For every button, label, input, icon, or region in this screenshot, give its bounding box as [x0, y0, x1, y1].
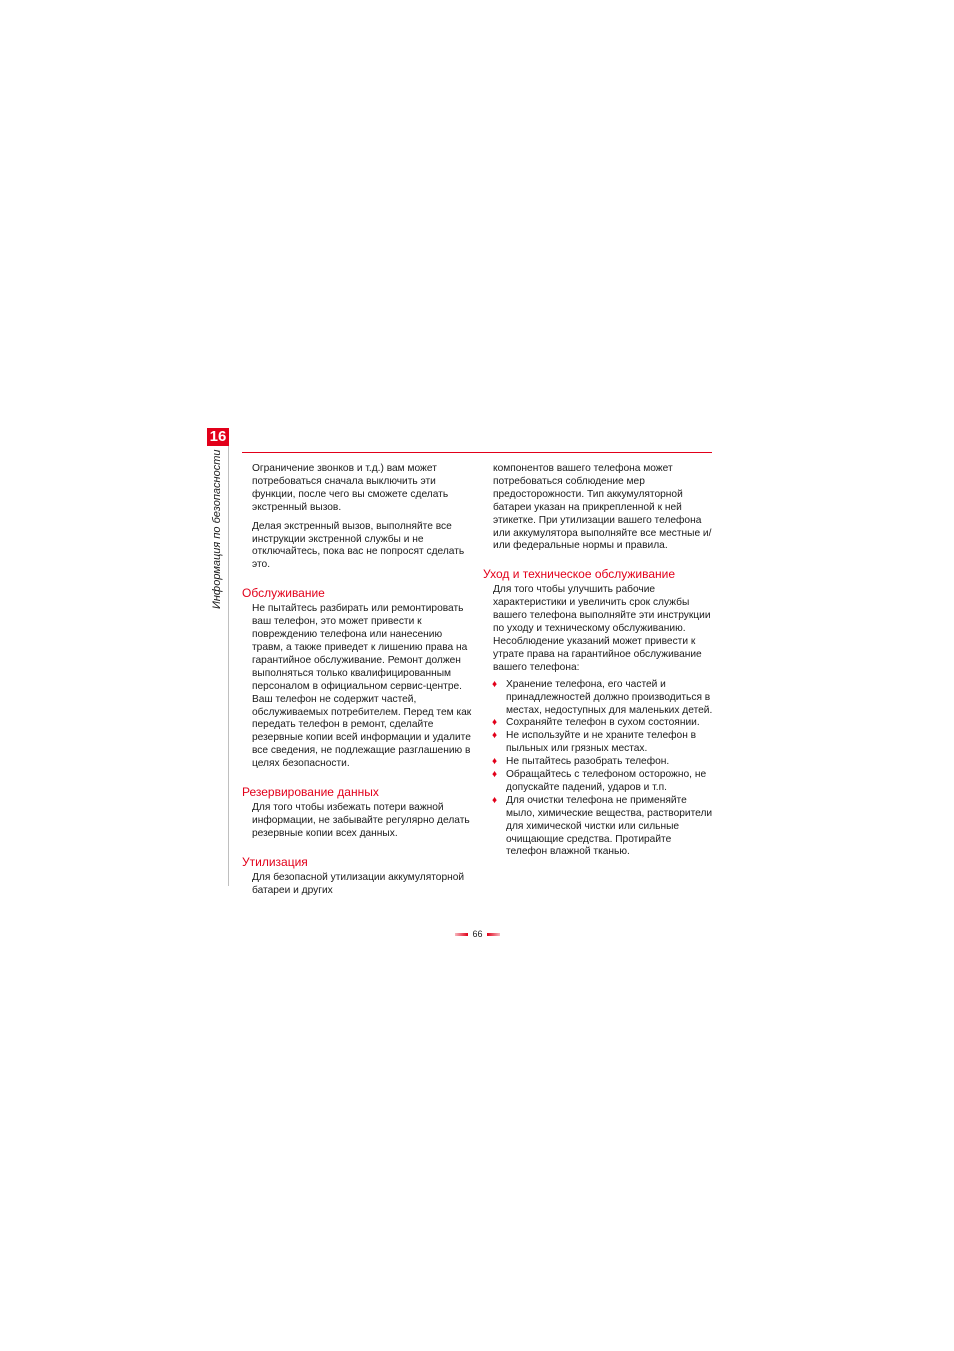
- right-column: [483, 463, 713, 859]
- paragraph: компонентов вашего телефона может потребоваться соблюдение мер предосторожности. Тип аккумуляторной батареи указан на прикрепленной к ней этикетке. При утилизации вашего телефона или аккумулятора выполняйте все местные и/или федеральные нормы и правила.: [493, 463, 712, 552]
- list-item: ♦ Для очистки телефона не применяйте мыло, химические вещества, растворители для химической чистки или сильные очищающие средства. Протирайте телефон влажной тканью.: [492, 794, 713, 858]
- section-text-backup: Для того чтобы избежать потери важной информации, не забывайте регулярно делать резервные копии всех данных.: [252, 802, 470, 839]
- footer-bar-right: [487, 933, 500, 936]
- section-text-disposal: Для безопасной утилизации аккумуляторной батареи и других: [252, 871, 465, 896]
- section-heading-disposal: Утилизация: [242, 854, 308, 869]
- diamond-bullet-icon: ♦: [492, 678, 498, 690]
- left-column: [242, 463, 472, 904]
- care-list: [483, 679, 713, 860]
- page-footer: [455, 928, 500, 940]
- diamond-bullet-icon: ♦: [492, 730, 498, 742]
- chapter-divider: [228, 446, 229, 886]
- diamond-bullet-icon: ♦: [492, 794, 498, 806]
- section-text-care: Для того чтобы улучшить рабочие характеристики и увеличить срок службы вашего телефона выполняйте эти инструкции по уходу и техническому обслуживанию. Несоблюдение указаний может привести к утрате права на гарантийное обслуживание вашего телефона:: [493, 584, 711, 673]
- paragraph: Делая экстренный вызов, выполняйте все инструкции экстренной службы и не отключайтесь, пока вас не попросят сделать это.: [252, 520, 465, 571]
- footer-bar-left: [455, 933, 468, 936]
- paragraph: Ограничение звонков и т.д.) вам может потребоваться сначала выключить эти функции, после чего вы сможете сделать экстренный вызов.: [252, 463, 449, 513]
- section-heading-service: Обслуживание: [242, 586, 325, 601]
- chapter-side-title: Информация по безопасности: [211, 450, 223, 610]
- list-item: ♦ Не пытайтесь разобрать телефон.: [492, 756, 670, 768]
- header-rule: [242, 452, 712, 453]
- section-heading-backup: Резервирование данных: [242, 785, 379, 800]
- diamond-bullet-icon: ♦: [492, 717, 498, 729]
- chapter-number-badge: 16: [207, 428, 229, 446]
- section-text-service: Не пытайтесь разбирать или ремонтировать ваш телефон, это может привести к повреждению телефона или нанесению травм, а также приведет к лишению права на гарантийное обслуживание. Ремонт должен выполняться только квалифицированным персоналом в официальном сервис-центре. Ваш телефон не содержит частей, обслуживаемых потребителем. Перед тем как передать телефон в ремонт, сделайте резервные копии всей информации и удалите все сведения, не подлежащие разглашению в целях безопасности.: [252, 603, 472, 770]
- list-item: ♦ Не используйте и не храните телефон в пыльных или грязных местах.: [492, 730, 697, 755]
- section-heading-care: Уход и техническое обслуживание: [483, 567, 676, 582]
- diamond-bullet-icon: ♦: [492, 756, 498, 768]
- diamond-bullet-icon: ♦: [492, 769, 498, 781]
- page-number: 66: [472, 929, 483, 939]
- list-item: ♦ Обращайтесь с телефоном осторожно, не допускайте падений, ударов и т.п.: [492, 769, 707, 793]
- list-item: ♦ Хранение телефона, его частей и принадлежностей должно производиться в местах, недоступных для маленьких детей.: [492, 678, 713, 716]
- list-item: ♦ Сохраняйте телефон в сухом состоянии.: [492, 717, 700, 729]
